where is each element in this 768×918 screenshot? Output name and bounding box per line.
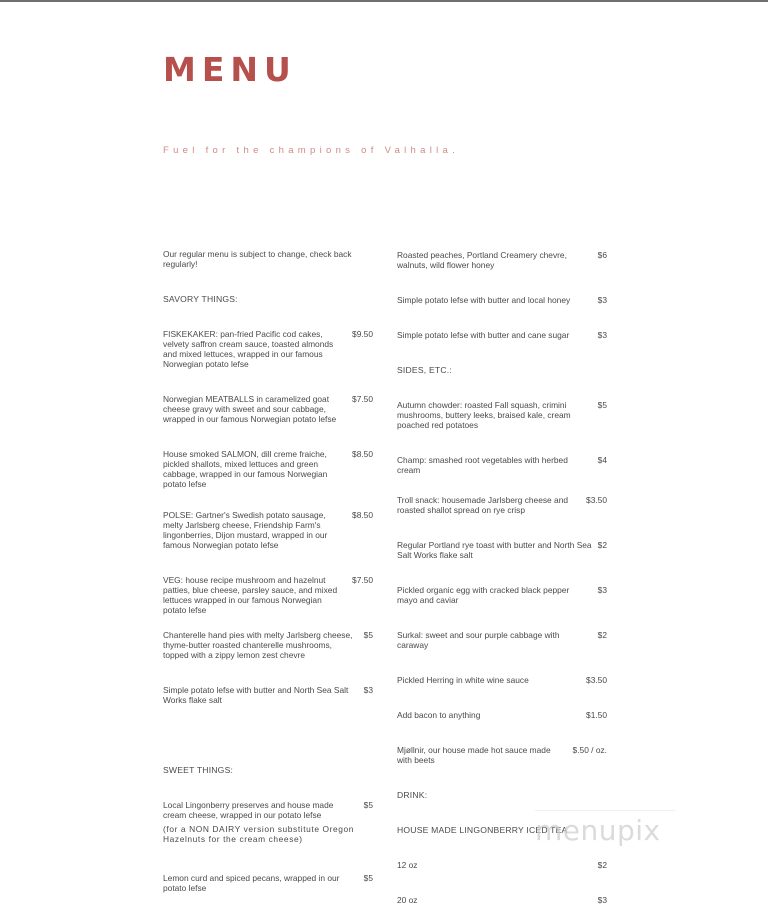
item-description: 20 oz [397, 895, 418, 905]
item-price: $8.50 [352, 449, 373, 459]
menu-item-veg [163, 575, 373, 615]
tagline: Fuel for the champions of Valhalla. [163, 145, 460, 156]
item-price: $3.50 [586, 675, 607, 685]
menu-item-add-bacon [397, 710, 607, 720]
item-description: Roasted peaches, Portland Creamery chevre, walnuts, wild flower honey [397, 250, 567, 270]
menu-item-salmon [163, 449, 373, 489]
item-description: FISKEKAKER: pan-fried Pacific cod cakes, velvety saffron cream sauce, toasted almonds and mixed lettuces, wrapped in our famous Norwegian potato lefse [163, 329, 334, 369]
item-description: VEG: house recipe mushroom and hazelnut patties, blue cheese, parsley sauce, and mixed lettuces wrapped in our famous Norwegian potato lefse [163, 575, 338, 615]
watermark-stripe [535, 810, 675, 811]
item-description: Norwegian MEATBALLS in caramelized goat cheese gravy with sweet and sour cabbage, wrapped in our famous Norwegian potato lefse [163, 394, 337, 424]
menu-item-troll-snack [397, 495, 607, 515]
menu-item-fiskekaker [163, 329, 373, 369]
item-price: $5 [363, 873, 373, 883]
menu-item-champ [397, 455, 607, 475]
item-price: $6 [597, 250, 607, 260]
non-dairy-note: (for a NON DAIRY version substitute Oregon Hazelnuts for the cream cheese) [163, 824, 355, 844]
menu-item-pickled-egg [397, 585, 607, 605]
item-price: $7.50 [352, 575, 373, 585]
menu-item-tea-20oz [397, 895, 607, 905]
item-price: $.50 / oz. [572, 745, 607, 755]
item-description: Mjøllnir, our house made hot sauce made with beets [397, 745, 551, 765]
item-description: Surkal: sweet and sour purple cabbage with caraway [397, 630, 560, 650]
menu-item-rye-toast [397, 540, 607, 560]
item-description: Pickled Herring in white wine sauce [397, 675, 529, 685]
menu-item-roasted-peaches [397, 250, 607, 270]
item-description: Chanterelle hand pies with melty Jarlsberg cheese, thyme-butter roasted chanterelle mushrooms, topped with a zippy lemon zest chevre [163, 630, 353, 660]
item-description: Autumn chowder: roasted Fall squash, crimini mushrooms, buttery leeks, braised kale, cream poached red potatoes [397, 400, 571, 430]
section-heading-sweet: SWEET THINGS: [163, 765, 234, 775]
menu-item-pickled-herring [397, 675, 607, 685]
item-description: Troll snack: housemade Jarlsberg cheese and roasted shallot spread on rye crisp [397, 495, 569, 515]
item-price: $5 [363, 630, 373, 640]
menu-item-lingonberry-lefse [163, 800, 373, 844]
item-price: $2 [597, 540, 607, 550]
item-price: $7.50 [352, 394, 373, 404]
item-description: Simple potato lefse with butter and local honey [397, 295, 571, 305]
menu-item-lefse-salt [163, 685, 373, 705]
item-price: $8.50 [352, 510, 373, 520]
item-description: POLSE: Gartner's Swedish potato sausage, melty Jarlsberg cheese, Friendship Farm's lingonberries, Dijon mustard, wrapped in our famous Norwegian potato lefse [163, 510, 328, 550]
page-title: MENU [163, 50, 297, 89]
item-description: Simple potato lefse with butter and North Sea Salt Works flake salt [163, 685, 349, 705]
menu-item-lefse-sugar [397, 330, 607, 340]
item-price: $3 [597, 585, 607, 595]
item-description: Champ: smashed root vegetables with herbed cream [397, 455, 568, 475]
item-price: $9.50 [352, 329, 373, 339]
menu-item-meatballs [163, 394, 373, 424]
menu-item-lemon-curd [163, 873, 373, 893]
item-description: Pickled organic egg with cracked black pepper mayo and caviar [397, 585, 570, 605]
item-price: $3 [597, 895, 607, 905]
item-price: $3 [597, 330, 607, 340]
item-description: Local Lingonberry preserves and house made cream cheese, wrapped in our potato lefse [163, 800, 334, 820]
item-description: Regular Portland rye toast with butter and North Sea Salt Works flake salt [397, 540, 592, 560]
menu-intro: Our regular menu is subject to change, check back regularly! [163, 249, 352, 269]
menu-item-surkal [397, 630, 607, 650]
item-price: $3 [597, 295, 607, 305]
item-price: $2 [597, 630, 607, 640]
item-price: $1.50 [586, 710, 607, 720]
item-price: $2 [597, 860, 607, 870]
item-description: Add bacon to anything [397, 710, 481, 720]
menu-item-autumn-chowder [397, 400, 607, 430]
menu-item-tea-12oz [397, 860, 607, 870]
menupix-watermark: menupix [535, 814, 661, 847]
item-description: House smoked SALMON, dill creme fraiche, pickled shallots, mixed lettuces and green cabbage, wrapped in our famous Norwegian potato lefse [163, 449, 328, 489]
item-price: $5 [597, 400, 607, 410]
menu-item-chanterelle-pies [163, 630, 373, 660]
menu-item-mjollnir-hot-sauce [397, 745, 607, 765]
menu-item-polse [163, 510, 373, 550]
menu-item-lefse-honey [397, 295, 607, 305]
item-description: 12 oz [397, 860, 418, 870]
item-description: Simple potato lefse with butter and cane sugar [397, 330, 570, 340]
section-heading-sides: SIDES, ETC.: [397, 365, 452, 375]
section-heading-savory: SAVORY THINGS: [163, 294, 238, 304]
drink-subheading: HOUSE MADE LINGONBERRY ICED TEA [397, 825, 568, 835]
section-heading-drink: DRINK: [397, 790, 428, 800]
item-price: $4 [597, 455, 607, 465]
item-price: $5 [363, 800, 373, 810]
item-description: Lemon curd and spiced pecans, wrapped in our potato lefse [163, 873, 340, 893]
item-price: $3 [363, 685, 373, 695]
item-price: $3.50 [586, 495, 607, 505]
